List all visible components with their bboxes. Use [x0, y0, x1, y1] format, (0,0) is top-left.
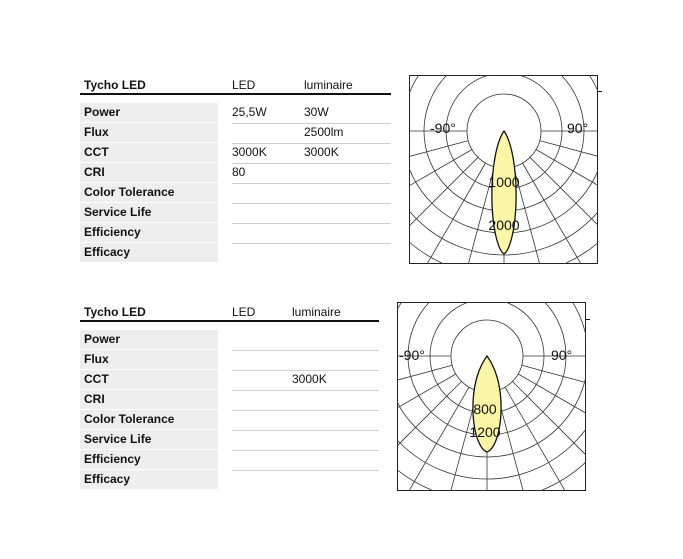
angle-label-left: -90° — [399, 347, 425, 363]
row-label-service-life: Service Life — [80, 430, 218, 449]
row-value-luminaire: 30W — [304, 105, 329, 119]
row-divider — [232, 350, 379, 351]
row-label-flux: Flux — [80, 350, 218, 369]
column-header-led: LED — [232, 78, 256, 92]
row-label-power: Power — [80, 330, 218, 349]
row-value-luminaire: 2500lm — [304, 125, 344, 139]
intensity-label: 2000 — [488, 217, 520, 233]
header-rule — [80, 93, 391, 95]
row-label-color-tolerance: Color Tolerance — [80, 183, 218, 202]
row-divider — [232, 183, 391, 184]
row-label-efficacy: Efficacy — [80, 470, 218, 489]
intensity-label: 800 — [473, 401, 497, 417]
intensity-label: 1200 — [469, 424, 501, 440]
row-divider — [232, 243, 391, 244]
polar-chart — [409, 75, 598, 264]
row-value-luminaire: 3000K — [304, 145, 339, 159]
row-divider — [232, 390, 379, 391]
row-value-led: 25,5W — [232, 105, 267, 119]
axis-tick — [598, 91, 602, 92]
row-label-cri: CRI — [80, 390, 218, 409]
table-title: Tycho LED — [84, 78, 146, 92]
intensity-label: 1000 — [488, 174, 520, 190]
column-header-luminaire: luminaire — [292, 305, 341, 319]
row-label-cct: CCT — [80, 143, 218, 162]
row-label-cct: CCT — [80, 370, 218, 389]
row-divider — [232, 410, 379, 411]
spec-table-2 — [80, 305, 379, 495]
row-divider — [232, 223, 391, 224]
angle-label-right: 90° — [567, 120, 589, 136]
row-divider — [232, 470, 379, 471]
row-label-efficacy: Efficacy — [80, 243, 218, 262]
row-divider — [232, 450, 379, 451]
row-label-service-life: Service Life — [80, 203, 218, 222]
row-divider — [232, 203, 391, 204]
polar-diagram-1 — [409, 75, 598, 264]
row-label-efficiency: Efficiency — [80, 223, 218, 242]
row-divider — [232, 163, 391, 164]
angle-label-left: -90° — [430, 120, 456, 136]
row-value-led: 80 — [232, 165, 246, 179]
polar-chart — [397, 302, 586, 491]
row-label-flux: Flux — [80, 123, 218, 142]
header-rule — [80, 320, 379, 322]
row-label-color-tolerance: Color Tolerance — [80, 410, 218, 429]
axis-tick — [586, 319, 590, 320]
row-value-luminaire: 3000K — [292, 372, 327, 386]
row-divider — [232, 430, 379, 431]
row-label-cri: CRI — [80, 163, 218, 182]
angle-label-right: 90° — [551, 347, 573, 363]
row-label-power: Power — [80, 103, 218, 122]
spec-table-1 — [80, 78, 391, 268]
column-header-luminaire: luminaire — [304, 78, 353, 92]
table-title: Tycho LED — [84, 305, 146, 319]
polar-diagram-2 — [397, 302, 586, 491]
row-label-efficiency: Efficiency — [80, 450, 218, 469]
row-value-led: 3000K — [232, 145, 267, 159]
column-header-led: LED — [232, 305, 256, 319]
